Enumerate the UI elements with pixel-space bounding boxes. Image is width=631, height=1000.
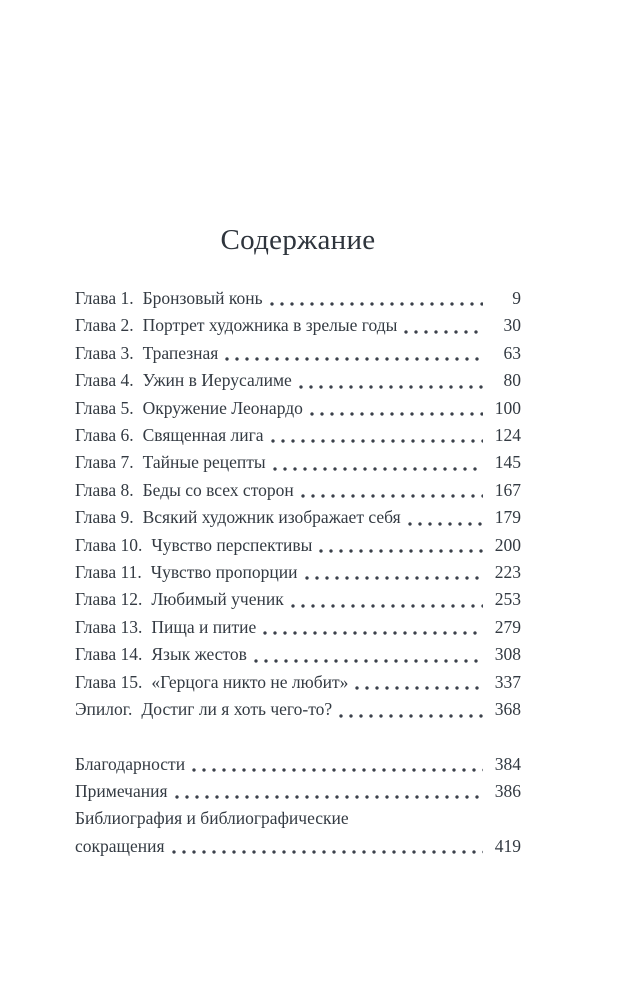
dot-leader bbox=[175, 778, 483, 805]
toc-entry-page: 223 bbox=[494, 562, 521, 583]
toc-entry-title: «Герцога никто не любит» bbox=[151, 671, 349, 692]
toc-entry-page: 279 bbox=[494, 616, 521, 637]
toc-entry-label: Глава 8. bbox=[75, 479, 134, 500]
toc-entry-page: 145 bbox=[494, 452, 521, 473]
toc-entry-title: Всякий художник изображает себя bbox=[142, 507, 401, 528]
toc-entry-label: Глава 9. bbox=[75, 507, 134, 528]
dot-leader bbox=[404, 312, 483, 339]
toc-entry-page: 308 bbox=[494, 644, 521, 665]
toc-entry-title: Портрет художника в зрелые годы bbox=[142, 315, 398, 336]
toc-entry bbox=[75, 641, 521, 668]
toc-entry-title: Священная лига bbox=[142, 425, 264, 446]
toc-entry-title: Примечания bbox=[75, 780, 168, 801]
toc-entry-title: Язык жестов bbox=[151, 644, 247, 665]
toc-entry-title: Ужин в Иерусалиме bbox=[142, 370, 292, 391]
dot-leader bbox=[273, 449, 483, 476]
dot-leader bbox=[291, 586, 483, 613]
toc-entry-label: Глава 4. bbox=[75, 370, 134, 391]
toc-entry-title-line2-row bbox=[75, 833, 521, 860]
toc-entry-title: Тайные рецепты bbox=[142, 452, 266, 473]
toc-entry-title: Трапезная bbox=[142, 342, 219, 363]
toc-entry-page: 337 bbox=[494, 671, 521, 692]
dot-leader bbox=[408, 504, 483, 531]
toc-entry-title: Любимый ученик bbox=[151, 589, 284, 610]
toc-entry bbox=[75, 340, 521, 367]
toc-entry-label: Глава 12. bbox=[75, 589, 143, 610]
toc-entry-acknowledgements bbox=[75, 751, 521, 778]
toc-entry-label: Глава 7. bbox=[75, 452, 134, 473]
toc-entry-page: 100 bbox=[494, 397, 521, 418]
toc-entry bbox=[75, 395, 521, 422]
table-of-contents bbox=[75, 285, 521, 724]
toc-entry-title: Бронзовый конь bbox=[142, 288, 263, 308]
dot-leader bbox=[339, 696, 483, 723]
toc-entry-label: Глава 2. bbox=[75, 315, 134, 336]
dot-leader bbox=[270, 285, 483, 312]
toc-entry-page: 386 bbox=[494, 780, 521, 801]
toc-entry-title: Беды со всех сторон bbox=[142, 479, 294, 500]
toc-entry-notes bbox=[75, 778, 521, 805]
toc-entry-label: Глава 13. bbox=[75, 616, 143, 637]
toc-entry-page: 80 bbox=[503, 370, 521, 391]
toc-entry bbox=[75, 614, 521, 641]
toc-entry-title: Окружение Леонардо bbox=[142, 397, 303, 418]
dot-leader bbox=[355, 669, 483, 696]
dot-leader bbox=[310, 395, 483, 422]
toc-entry-title: Чувство перспективы bbox=[151, 534, 313, 555]
toc-entry-title: Пища и питие bbox=[151, 616, 257, 637]
toc-entry-bibliography bbox=[75, 805, 521, 860]
toc-entry bbox=[75, 477, 521, 504]
toc-entry-page: 179 bbox=[494, 507, 521, 528]
toc-entry bbox=[75, 285, 521, 312]
dot-leader bbox=[319, 532, 483, 559]
toc-entry bbox=[75, 532, 521, 559]
toc-entry-page: 253 bbox=[494, 589, 521, 610]
toc-entry-epilogue bbox=[75, 696, 521, 723]
toc-entry bbox=[75, 669, 521, 696]
toc-entry-page: 368 bbox=[494, 699, 521, 720]
dot-leader bbox=[225, 340, 483, 367]
toc-entry bbox=[75, 504, 521, 531]
toc-entry-page: 384 bbox=[494, 753, 521, 774]
toc-entry-label: Глава 15. bbox=[75, 671, 143, 692]
toc-entry-title: Благодарности bbox=[75, 753, 186, 774]
toc-entry-label: Глава 1. bbox=[75, 288, 134, 308]
dot-leader bbox=[271, 422, 483, 449]
toc-entry-page: 124 bbox=[494, 425, 521, 446]
toc-entry-page: 63 bbox=[503, 342, 521, 363]
dot-leader bbox=[305, 559, 484, 586]
toc-entry-label: Глава 5. bbox=[75, 397, 134, 418]
toc-entry-label: Эпилог. bbox=[75, 699, 133, 720]
toc-entry-label: Глава 3. bbox=[75, 342, 134, 363]
toc-entry-title: Чувство пропорции bbox=[150, 562, 298, 583]
toc-entry-page: 200 bbox=[494, 534, 521, 555]
dot-leader bbox=[254, 641, 483, 668]
dot-leader bbox=[301, 477, 483, 504]
toc-entry-page: 9 bbox=[512, 288, 521, 308]
toc-entry bbox=[75, 586, 521, 613]
toc-entry-label: Глава 6. bbox=[75, 425, 134, 446]
dot-leader bbox=[172, 833, 483, 860]
toc-entry bbox=[75, 312, 521, 339]
dot-leader bbox=[192, 751, 483, 778]
toc-entry-title: Достиг ли я хоть чего-то? bbox=[141, 699, 333, 720]
toc-entry-title-line1: Библиография и библиографические bbox=[75, 808, 349, 829]
toc-entry-label: Глава 14. bbox=[75, 644, 143, 665]
back-matter-section bbox=[75, 751, 521, 861]
toc-entry-page: 167 bbox=[494, 479, 521, 500]
toc-entry-title-line2: сокращения bbox=[75, 835, 165, 856]
page-title: Содержание bbox=[220, 224, 376, 256]
dot-leader bbox=[299, 367, 483, 394]
toc-entry bbox=[75, 449, 521, 476]
toc-entry-page: 30 bbox=[503, 315, 521, 336]
toc-entry bbox=[75, 367, 521, 394]
toc-entry-page: 419 bbox=[494, 835, 521, 856]
toc-entry bbox=[75, 559, 521, 586]
toc-entry-label: Глава 10. bbox=[75, 534, 143, 555]
toc-entry bbox=[75, 422, 521, 449]
toc-entry-label: Глава 11. bbox=[75, 562, 142, 583]
dot-leader bbox=[263, 614, 483, 641]
